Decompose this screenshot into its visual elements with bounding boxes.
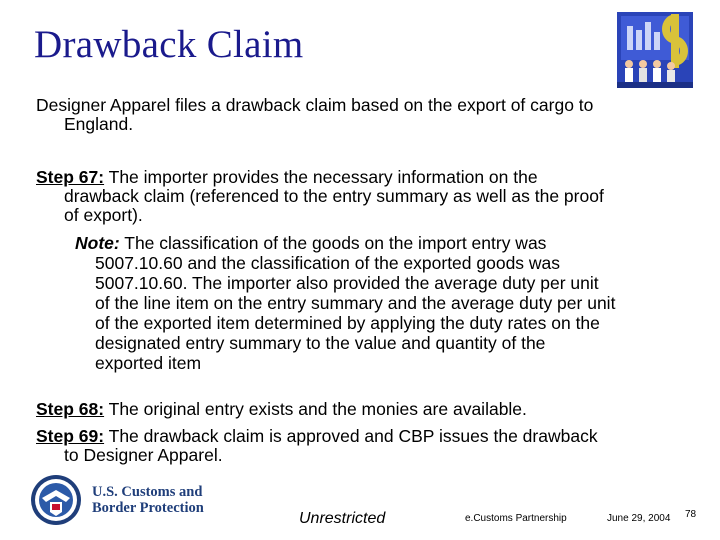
- step-67-line: drawback claim (referenced to the entry summary as well as the proof: [64, 186, 604, 206]
- slide-title: Drawback Claim: [34, 23, 304, 66]
- step-67-first-line: [36, 168, 604, 187]
- intro-line: England.: [64, 114, 134, 134]
- footer-partnership: e.Customs Partnership: [465, 513, 567, 524]
- cbp-logo: [30, 472, 210, 528]
- note-line: 5007.10.60. The importer also provided the average duty per unit: [95, 273, 599, 293]
- note-line: of the line item on the entry summary and the average duty per unit: [95, 293, 616, 313]
- step-67-paragraph: [36, 168, 604, 225]
- step-67-line: of export).: [64, 205, 143, 225]
- step-69-text: The drawback claim is approved and CBP issues the drawback: [104, 426, 598, 446]
- intro-paragraph: [36, 96, 593, 134]
- step-69-paragraph: [36, 427, 598, 465]
- step-67-label: Step 67:: [36, 167, 105, 187]
- dhs-seal-icon: [30, 474, 82, 526]
- step-68-line: [36, 400, 527, 419]
- note-paragraph: [75, 233, 615, 373]
- step-68-text: The original entry exists and the monies are available.: [104, 399, 527, 419]
- cbp-logo-line: U.S. Customs and: [92, 484, 203, 500]
- cbp-logo-line: Border Protection: [92, 500, 204, 516]
- cbp-logo-text: [92, 484, 204, 516]
- step-67-text: The importer provides the necessary information on the: [104, 167, 538, 187]
- note-line: designated entry summary to the value and quantity of the: [95, 333, 546, 353]
- note-text: The classification of the goods on the import entry was: [119, 233, 547, 253]
- business-team-dollar-icon: [617, 12, 693, 88]
- footer-date: June 29, 2004: [607, 513, 671, 524]
- note-line: of the exported item determined by applying the duty rates on the: [95, 313, 600, 333]
- note-line: exported item: [95, 353, 202, 373]
- step-69-line: to Designer Apparel.: [64, 445, 223, 465]
- note-line: 5007.10.60 and the classification of the exported goods was: [95, 253, 561, 273]
- page-number: 78: [685, 509, 697, 520]
- intro-line: Designer Apparel files a drawback claim based on the export of cargo to: [36, 95, 594, 115]
- step-68-paragraph: [36, 400, 527, 419]
- step-69-first-line: [36, 427, 598, 446]
- footer-classification: Unrestricted: [299, 510, 386, 527]
- step-69-label: Step 69:: [36, 426, 105, 446]
- note-label: Note:: [75, 233, 120, 253]
- step-68-label: Step 68:: [36, 399, 105, 419]
- note-first-line: [75, 233, 615, 253]
